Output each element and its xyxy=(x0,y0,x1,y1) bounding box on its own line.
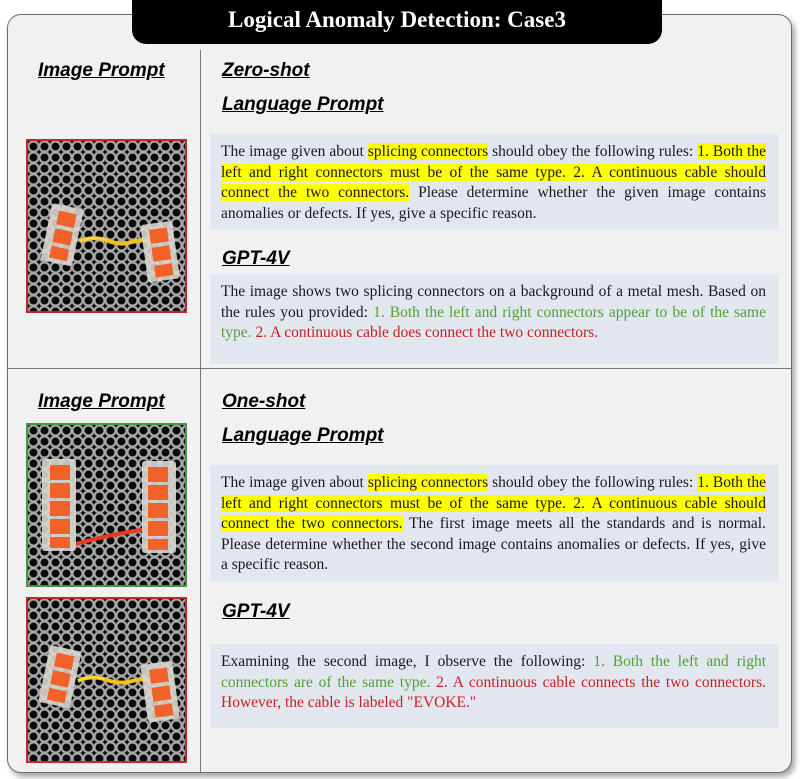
answer-correct-part: 1. Both the left and right connectors are of the same type. xyxy=(221,653,767,691)
highlight-rules: 1. Both the left and right connectors must be of the same type. 2. A continuous cable should connect the two connectors. xyxy=(221,474,766,532)
answer-incorrect-part: 2. A continuous cable connects the two connectors. However, the cable is labeled "EVOKE." xyxy=(221,673,766,711)
query-image-anomalous xyxy=(26,597,187,763)
gpt-answer-text xyxy=(210,644,778,728)
prompt-text: The image given about xyxy=(221,143,368,160)
prompt-text: should obey the following rules: xyxy=(488,474,698,491)
query-image-anomalous xyxy=(26,139,187,313)
reference-image-normal xyxy=(26,423,187,587)
highlight-rules: 1. Both the left and right connectors must be of the same type. 2. A continuous cable should connect the two connectors. xyxy=(221,143,766,201)
page-title: Logical Anomaly Detection: Case3 xyxy=(132,0,662,44)
gpt-answer-text xyxy=(210,274,778,364)
image-prompt-heading: Image Prompt xyxy=(38,60,165,81)
language-prompt-heading: Language Prompt xyxy=(222,425,384,446)
language-prompt-heading: Language Prompt xyxy=(222,94,384,115)
prompt-text: Please determine whether the given image contains anomalies or defects. If yes, give a specific reason. xyxy=(221,184,766,222)
prompt-text: should obey the following rules: xyxy=(488,143,698,160)
answer-correct-part: 1. Both the left and right connectors appear to be of the same type. xyxy=(221,303,766,341)
prompt-text: The image given about xyxy=(221,474,368,491)
highlight-subject: splicing connectors xyxy=(367,474,489,491)
highlight-subject: splicing connectors xyxy=(367,143,489,160)
image-prompt-heading: Image Prompt xyxy=(38,391,165,412)
answer-text: Examining the second image, I observe the following: xyxy=(221,653,594,670)
mode-heading: One-shot xyxy=(222,391,306,412)
section-divider xyxy=(7,368,792,369)
language-prompt-text xyxy=(210,465,778,582)
gpt-heading: GPT-4V xyxy=(222,601,290,622)
prompt-text: The first image meets all the standards and is normal. Please determine whether the second image contains anomalies or defects. If yes, give a specific reason. xyxy=(221,515,766,573)
answer-text: The image shows two splicing connectors on a background of a metal mesh. Based on the rules you provided: xyxy=(221,283,766,321)
column-divider xyxy=(200,50,201,772)
language-prompt-text xyxy=(210,134,778,230)
gpt-heading: GPT-4V xyxy=(222,248,290,269)
answer-incorrect-part: 2. A continuous cable does connect the two connectors. xyxy=(255,324,599,341)
mode-heading: Zero-shot xyxy=(222,60,310,81)
